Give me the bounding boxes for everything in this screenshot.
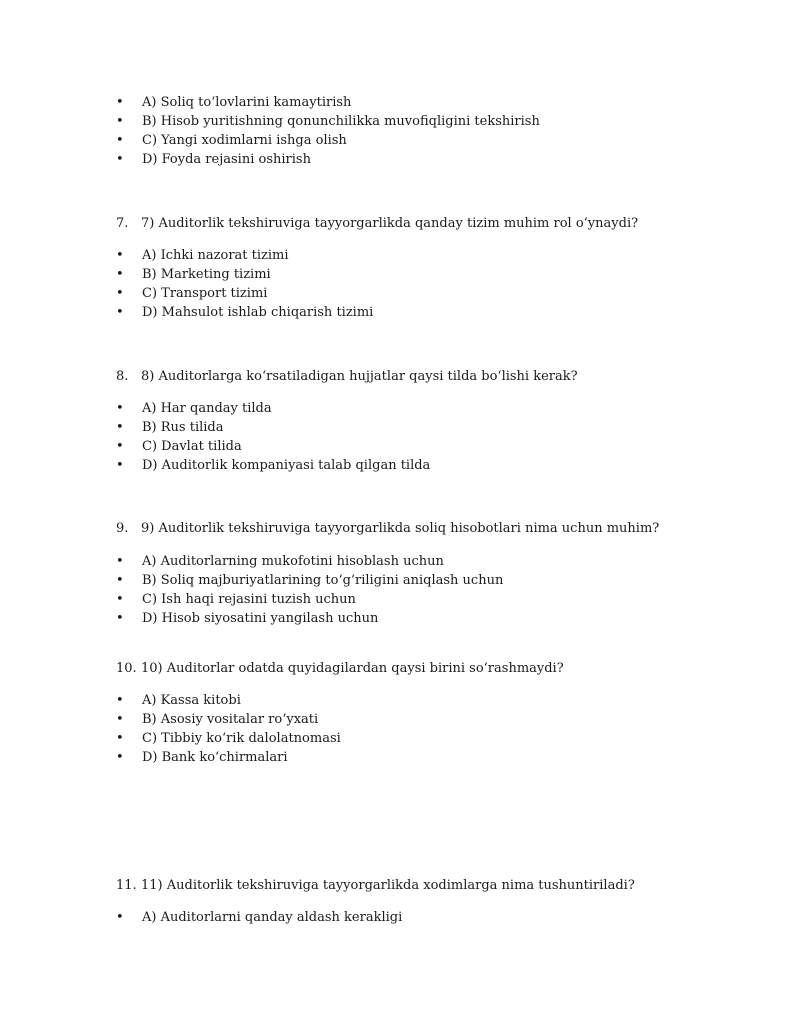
bullet-icon: • xyxy=(116,910,124,925)
question-text: 9) Auditorlik tekshiruviga tayyorgarlikda soliq hisobotlari nima uchun muhim? xyxy=(141,521,660,536)
question-heading xyxy=(0,876,800,895)
option-item xyxy=(0,93,800,112)
bullet-icon: • xyxy=(116,401,124,416)
question-heading xyxy=(0,214,800,233)
question-7 xyxy=(0,214,800,233)
option-item xyxy=(0,150,800,169)
option-text: B) Rus tilida xyxy=(142,420,224,435)
option-text: C) Yangi xodimlarni ishga olish xyxy=(142,133,347,148)
option-text: C) Ish haqi rejasini tuzish uchun xyxy=(142,592,356,607)
bullet-icon: • xyxy=(116,573,124,588)
question-heading xyxy=(0,519,800,538)
option-text: A) Har qanday tilda xyxy=(142,401,272,416)
bullet-icon: • xyxy=(116,592,124,607)
option-item xyxy=(0,131,800,150)
question-10 xyxy=(0,659,800,678)
bullet-icon: • xyxy=(116,439,124,454)
option-text: B) Marketing tizimi xyxy=(142,267,271,282)
question-10-options-block xyxy=(0,691,800,767)
bullet-icon: • xyxy=(116,267,124,282)
option-item xyxy=(0,710,800,729)
question-9-options-block xyxy=(0,552,800,628)
bullet-icon: • xyxy=(116,152,124,167)
option-text: C) Tibbiy ko‘rik dalolatnomasi xyxy=(142,731,341,746)
option-item xyxy=(0,609,800,628)
option-text: D) Foyda rejasini oshirish xyxy=(142,152,311,167)
option-item xyxy=(0,571,800,590)
bullet-icon: • xyxy=(116,286,124,301)
bullet-icon: • xyxy=(116,750,124,765)
option-item xyxy=(0,399,800,418)
bullet-icon: • xyxy=(116,248,124,263)
question-text: 7) Auditorlik tekshiruviga tayyorgarlikda qanday tizim muhim rol o‘ynaydi? xyxy=(141,216,639,231)
bullet-icon: • xyxy=(116,420,124,435)
option-item xyxy=(0,303,800,322)
option-item xyxy=(0,729,800,748)
option-item xyxy=(0,265,800,284)
question-text: 10) Auditorlar odatda quyidagilardan qaysi birini so‘rashmaydi? xyxy=(141,661,564,676)
option-item xyxy=(0,590,800,609)
option-list xyxy=(0,93,800,169)
option-text: D) Hisob siyosatini yangilash uchun xyxy=(142,611,379,626)
question-text: 11) Auditorlik tekshiruviga tayyorgarlikda xodimlarga nima tushuntiriladi? xyxy=(141,878,635,893)
option-list xyxy=(0,246,800,322)
bullet-icon: • xyxy=(116,458,124,473)
question-number: 9. xyxy=(116,521,129,536)
option-item xyxy=(0,691,800,710)
question-8-options-block xyxy=(0,399,800,475)
option-item xyxy=(0,552,800,571)
question-heading xyxy=(0,367,800,386)
question-number: 11. xyxy=(116,878,137,893)
option-text: C) Transport tizimi xyxy=(142,286,268,301)
bullet-icon: • xyxy=(116,611,124,626)
option-text: A) Auditorlarni qanday aldash kerakligi xyxy=(142,910,403,925)
question-11-options-block xyxy=(0,908,800,927)
question-text: 8) Auditorlarga ko‘rsatiladigan hujjatlar qaysi tilda bo‘lishi kerak? xyxy=(141,369,578,384)
question-number: 7. xyxy=(116,216,129,231)
bullet-icon: • xyxy=(116,712,124,727)
bullet-icon: • xyxy=(116,305,124,320)
bullet-icon: • xyxy=(116,731,124,746)
option-text: B) Hisob yuritishning qonunchilikka muvofiqligini tekshirish xyxy=(142,114,540,129)
option-text: D) Auditorlik kompaniyasi talab qilgan tilda xyxy=(142,458,431,473)
option-text: C) Davlat tilida xyxy=(142,439,242,454)
option-item xyxy=(0,246,800,265)
option-item xyxy=(0,284,800,303)
option-item xyxy=(0,748,800,767)
bullet-icon: • xyxy=(116,554,124,569)
bullet-icon: • xyxy=(116,693,124,708)
option-text: A) Soliq to‘lovlarini kamaytirish xyxy=(142,95,352,110)
question-7-options-block xyxy=(0,246,800,322)
option-text: A) Kassa kitobi xyxy=(142,693,241,708)
option-text: B) Soliq majburiyatlarining to‘g‘riligini aniqlash uchun xyxy=(142,573,504,588)
question-heading xyxy=(0,659,800,678)
question-number: 8. xyxy=(116,369,129,384)
question-11 xyxy=(0,876,800,895)
option-item xyxy=(0,437,800,456)
bullet-icon: • xyxy=(116,133,124,148)
option-text: D) Mahsulot ishlab chiqarish tizimi xyxy=(142,305,374,320)
question-number: 10. xyxy=(116,661,137,676)
question-8 xyxy=(0,367,800,386)
option-list xyxy=(0,691,800,767)
option-item xyxy=(0,112,800,131)
bullet-icon: • xyxy=(116,114,124,129)
option-item xyxy=(0,908,800,927)
question-6-options-block xyxy=(0,93,800,169)
option-text: D) Bank ko‘chirmalari xyxy=(142,750,288,765)
option-list xyxy=(0,908,800,927)
option-item xyxy=(0,456,800,475)
option-list xyxy=(0,399,800,475)
option-text: B) Asosiy vositalar ro‘yxati xyxy=(142,712,319,727)
option-item xyxy=(0,418,800,437)
option-list xyxy=(0,552,800,628)
option-text: A) Ichki nazorat tizimi xyxy=(142,248,289,263)
option-text: A) Auditorlarning mukofotini hisoblash uchun xyxy=(142,554,444,569)
question-9 xyxy=(0,519,800,538)
bullet-icon: • xyxy=(116,95,124,110)
